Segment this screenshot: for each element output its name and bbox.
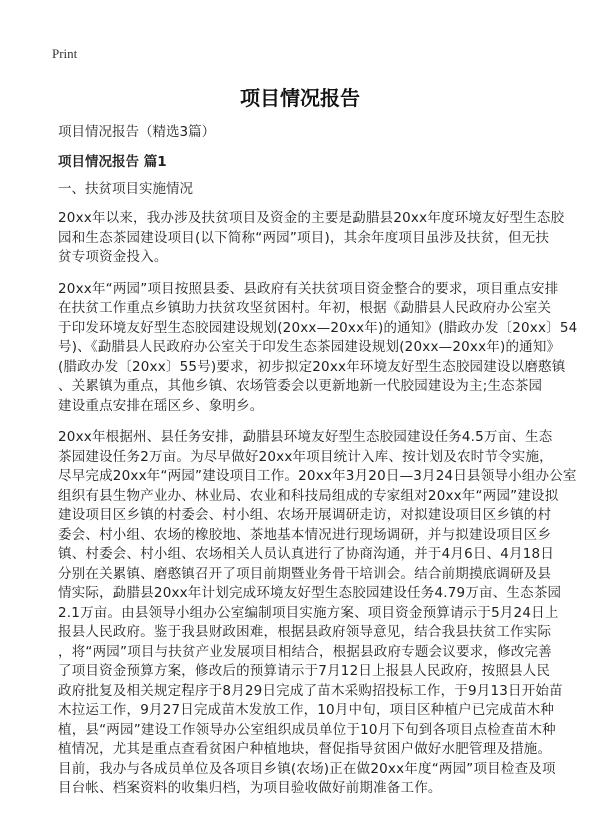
paragraph-line: 组织有县生物产业办、林业局、农业和科技局组成的专家组对20xx年“两园”建设拟 [58,487,559,504]
paragraph-line: 目台帐、档案资料的收集归档，为项目验收做好前期准备工作。 [58,780,442,796]
paragraph-line: 号)、《勐腊县人民政府办公室关于印发生态茶园建设规划(20xx—20xx年)的通知》 [58,339,561,355]
paragraph-3 [58,428,577,799]
section-heading: 项目情况报告 篇1 [58,154,167,170]
paragraph-line: 目前，我办与各成员单位及各项目乡镇(农场)正在做20xx年度“两园”项目检查及项 [58,760,556,777]
paragraph-line: 建设项目区乡镇的村委会、村小组、农场开展调研走访，对拟建设项目区乡镇的村 [58,507,552,523]
paragraph-line: 委会、村小组、农场的橡胶地、茶地基本情况进行现场调研，并与拟建设项目区乡 [58,526,552,543]
paragraph-1 [58,209,568,268]
paragraph-line: 政府批复及相关规定程序于8月29日完成了苗木采购招投标工作，于9月13日开始苗 [58,682,563,699]
paragraph-line: 木拉运工作，9月27日完成苗木发放工作，10月中旬，项目区种植户已完成苗木种 [58,702,555,718]
paragraph-line: 20xx年以来，我办涉及扶贫项目及资金的主要是勐腊县20xx年度环境友好型生态胶 [58,210,565,226]
paragraph-line: 了项目资金预算方案，修改后的预算请示于7月12日上报县人民政府，按照县人民 [58,663,551,679]
paragraph-line: ，将“两园”项目与扶贫产业发展项目相结合，根据县政府专题会议要求，修改完善 [58,643,552,660]
paragraph-2 [58,280,578,417]
paragraph-line: 园和生态茶园建设项目(以下简称“两园”项目)，其余年度项目虽涉及扶贫，但无扶 [58,229,550,246]
document-body [58,180,578,811]
paragraph-line: 、关累镇为重点，其他乡镇、农场管委会以更新地新一代胶园建设为主;生态茶园 [58,378,543,394]
document-subtitle: 项目情况报告（精选3篇） [58,124,216,140]
paragraph-line: 2.1万亩。由县领导小组办公室编制项目实施方案、项目资金预算请示于5月24日上 [58,604,559,621]
paragraph-line: 20xx年根据州、县任务安排，勐腊县环境友好型生态胶园建设任务4.5万亩、生态 [58,429,553,445]
paragraph-line: 植情况，尤其是重点查看贫困户种植地块，督促指导贫困户做好水肥管理及措施。 [58,741,552,757]
print-link[interactable]: Print [52,46,78,61]
paragraph-line: 在扶贫工作重点乡镇助力扶贫攻坚贫困村。年初，根据《勐腊县人民政府办公室关 [58,300,552,316]
paragraph-line: 镇、村委会、村小组、农场相关人员认真进行了协商沟通，并于4月6日、4月18日 [58,546,555,562]
paragraph-line: 尽早完成20xx年“两园”建设项目工作。20xx年3月20日—3月24日县领导小组办公室 [58,468,577,484]
paragraph-line: 20xx年“两园”项目按照县委、县政府有关扶贫项目资金整合的要求，项目重点安排 [58,280,559,297]
paragraph-line: (腊政办发〔20xx〕55号)要求，初步拟定20xx年环境友好型生态胶园建设以磨憨镇 [58,358,566,375]
page-title: 项目情况报告 [240,86,360,110]
paragraph-line: 报县人民政府。鉴于我县财政困难，根据县政府领导意见，结合我县扶贫工作实际 [58,624,552,640]
paragraph-line: 于印发环境友好型生态胶园建设规划(20xx—20xx年)的通知》(腊政办发〔20xx〕54 [58,319,578,336]
paragraph-line: 情实际，勐腊县20xx年计划完成环境友好型生态胶园建设任务4.79万亩、生态茶园 [58,585,562,601]
subsection-heading: 一、扶贫项目实施情况 [58,181,193,197]
paragraph-line: 植，县“两园”建设工作领导办公室组织成员单位于10月下旬到各项目点检查苗木种 [58,721,556,738]
paragraph-line: 贫专项资金投入。 [58,249,168,265]
paragraph-line: 建设重点安排在瑶区乡、象明乡。 [58,397,264,414]
paragraph-line: 分别在关累镇、磨憨镇召开了项目前期暨业务骨干培训会。结合前期摸底调研及县 [58,565,552,582]
paragraph-line: 茶园建设任务2万亩。为尽早做好20xx年项目统计入库、按计划及农时节令实施， [58,448,553,465]
